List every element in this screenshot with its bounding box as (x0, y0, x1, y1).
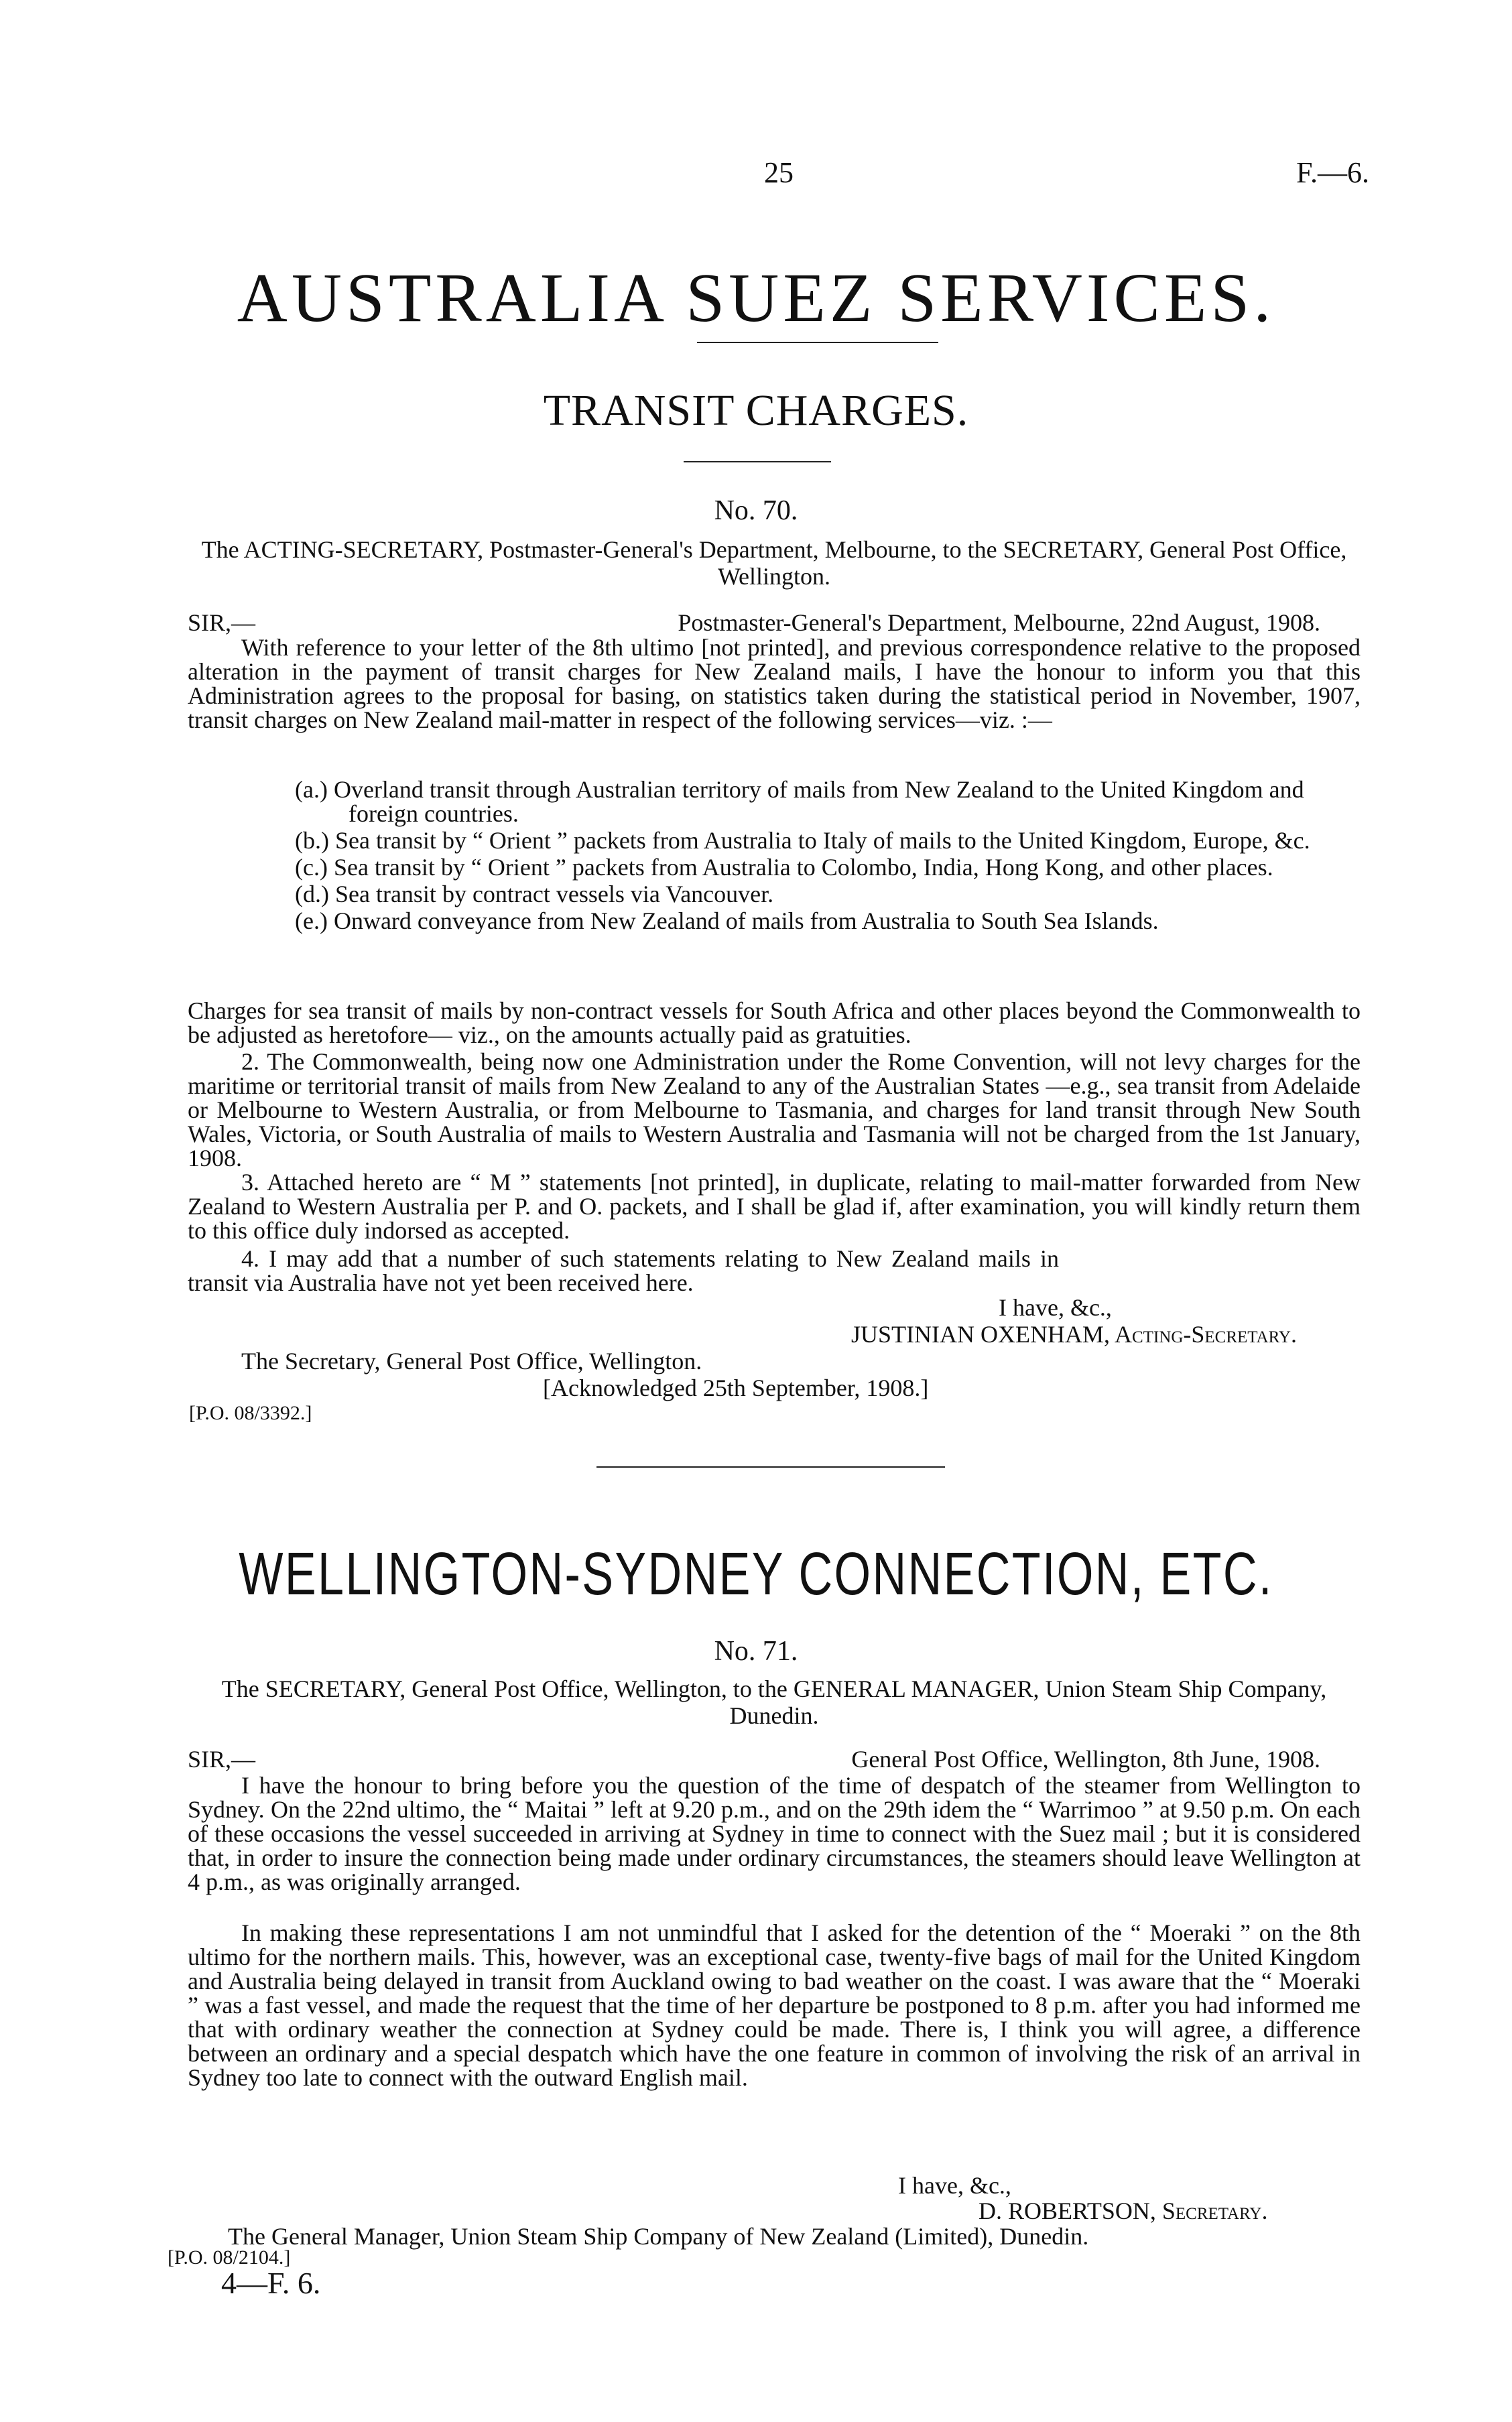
letter-71-address: The SECRETARY, General Post Office, Wellington, to the GENERAL MANAGER, Union Steam Ship Company, Dunedin. (221, 1675, 1327, 1729)
list-item: (a.) Overland transit through Australian territory of mails from New Zealand to the United Kingdom and foreign countries. (295, 776, 1304, 827)
salutation: SIR,— (188, 1746, 256, 1773)
closing: I have, &c., (999, 1294, 1112, 1321)
letter-71-paragraph-2: In making these representations I am not unmindful that I asked for the detention of the “ Moeraki ” on the 8th ultimo for the northern mails. This, however, was an exceptional case, twenty-five bags of mail for the United Kingdom and Australia being delayed in transit from Auckland owing to bad weather on the coast. I was aware that the “ Moeraki ” was a fast vessel, and made the request that the time of her departure be postponed to 8 p.m. after you had informed me that with ordinary weather the connection at Sydney could be made. There is, I think you will agree, a difference between an ordinary and a special despatch which have the one feature in common of involving the risk of an arrival in Sydney too late to connect with the outward English mail. (188, 1919, 1361, 2091)
list-item: (e.) Onward conveyance from New Zealand of mails from Australia to South Sea Islands. (295, 907, 1159, 934)
sheet-mark: 4—F. 6. (221, 2266, 321, 2300)
paragraph-2: 2. The Commonwealth, being now one Administration under the Rome Convention, will not levy charges for the maritime or territorial transit of mails from New Zealand to any of the Australian States —e.g., sea transit from Adelaide or Melbourne to Western Australia, or from Melbourne to Tasmania, and charges for land transit through New South Wales, Victoria, or South Australia of mails to Western Australia and Tasmania will not be charged from the 1st January, 1908. (188, 1048, 1361, 1171)
addressee: The General Manager, Union Steam Ship Company of New Zealand (Limited), Dunedin. (228, 2223, 1089, 2250)
section-title-wellington-sydney: WELLINGTON-SYDNEY CONNECTION, ETC. (239, 1541, 1273, 1608)
acknowledged-note: [Acknowledged 25th September, 1908.] (543, 1375, 929, 1401)
closing: I have, &c., (898, 2172, 1011, 2199)
letter-number-71: No. 71. (714, 1636, 798, 1667)
dateline: General Post Office, Wellington, 8th June, 1908. (851, 1746, 1320, 1773)
list-item: (c.) Sea transit by “ Orient ” packets from Australia to Colombo, India, Hong Kong, and other places. (295, 854, 1273, 881)
subtitle-rule (684, 461, 831, 462)
paragraph-4: 4. I may add that a number of such statements relating to New Zealand mails in transit via Australia have not yet been received here. (188, 1245, 1059, 1296)
signature: JUSTINIAN OXENHAM, Acting-Secretary. (851, 1321, 1297, 1348)
letter-70-address: The ACTING-SECRETARY, Postmaster-General's Department, Melbourne, to the SECRETARY, General Post Office, Wellington. (201, 536, 1347, 590)
paragraph-3: 3. Attached hereto are “ M ” statements [not printed], in duplicate, relating to mail-matter forwarded from New Zealand to Western Australia per P. and O. packets, and I shall be glad if, after examination, you will kindly return them to this office duly indorsed as accepted. (188, 1169, 1361, 1244)
list-item: (d.) Sea transit by contract vessels via Vancouver. (295, 881, 774, 907)
dateline: Postmaster-General's Department, Melbourne, 22nd August, 1908. (678, 609, 1320, 636)
charges-paragraph: Charges for sea transit of mails by non-contract vessels for South Africa and other places beyond the Commonwealth to be adjusted as heretofore— viz., on the amounts actually paid as gratuities. (188, 997, 1361, 1048)
salutation: SIR,— (188, 609, 256, 636)
transit-services-list (295, 777, 1361, 936)
letter-70-intro: With reference to your letter of the 8th ultimo [not printed], and previous correspondence relative to the proposed alteration in the payment of transit charges for New Zealand mails, I have the honour to inform you that this Administration agrees to the proposal for basing, on statistics taken during the statistical period in November, 1907, transit charges on New Zealand mail-matter in respect of the following services—viz. :— (188, 634, 1361, 733)
letter-71-paragraph-1: I have the honour to bring before you the question of the time of despatch of the steamer from Wellington to Sydney. On the 22nd ultimo, the “ Maitai ” left at 9.20 p.m., and on the 29th idem the “ Warrimoo ” at 9.50 p.m. On each of these occasions the vessel succeeded in arriving at Sydney in time to connect with the Suez mail ; but it is considered that, in order to insure the connection being made under ordinary circumstances, the steamers should leave Wellington at 4 p.m., as was originally arranged. (188, 1772, 1361, 1895)
file-reference: [P.O. 08/3392.] (189, 1402, 312, 1424)
paper-reference: F.—6. (1296, 156, 1369, 189)
section-subtitle-transit-charges: TRANSIT CHARGES. (543, 386, 969, 435)
file-reference: [P.O. 08/2104.] (168, 2246, 291, 2269)
letter-71-heading (188, 1745, 1361, 1775)
addressee: The Secretary, General Post Office, Wellington. (241, 1348, 702, 1375)
signature: D. ROBERTSON, Secretary. (979, 2197, 1268, 2224)
page-number: 25 (764, 156, 794, 189)
title-rule (697, 342, 938, 343)
section-title-australia-suez: AUSTRALIA SUEZ SERVICES. (237, 259, 1275, 336)
list-item: (b.) Sea transit by “ Orient ” packets from Australia to Italy of mails to the United Kingdom, Europe, &c. (295, 827, 1310, 854)
section-divider (596, 1466, 945, 1468)
letter-number-70: No. 70. (714, 495, 798, 526)
